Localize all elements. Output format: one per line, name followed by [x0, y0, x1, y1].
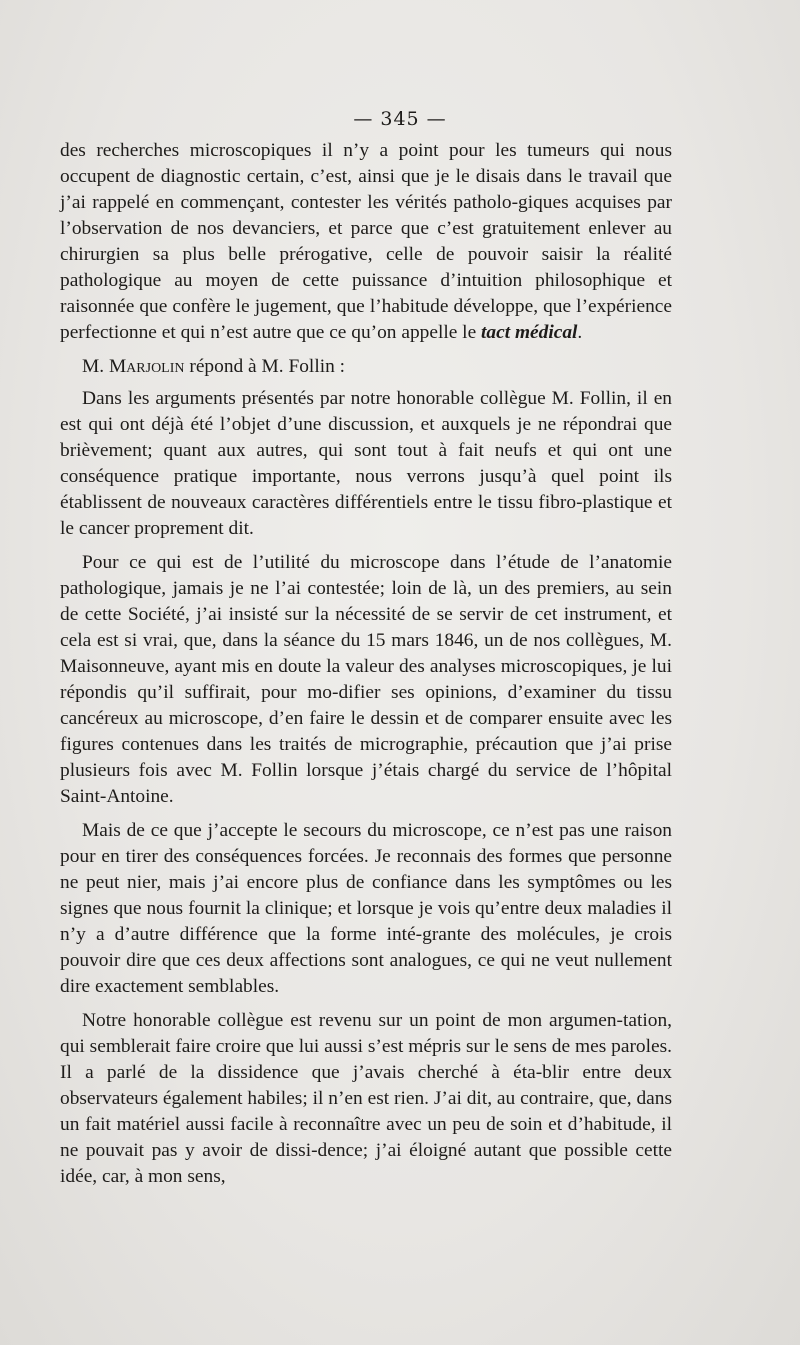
body-text [60, 138, 672, 1198]
paragraph-5: Notre honorable collègue est revenu sur un point de mon argumen-tation, qui semblerait faire croire que lui aussi s’est mépris sur le sens de mes paroles. Il a parlé de la dissidence que j’avais cherché à éta-blir entre deux observateurs également habiles; il n’en est rien. J’ai dit, au contraire, que, dans un fait matériel aussi facile à reconnaître avec un peu de soin et d’habitude, il ne pouvait pas y avoir de dissi-dence; j’ai éloigné autant que possible cette idée, car, à mon sens, [60, 1010, 672, 1187]
paragraph-1-text: des recherches microscopiques il n’y a point pour les tumeurs qui nous occupent de diagnostic certain, c’est, ainsi que je le disais dans le travail que j’ai rappelé en commençant, contester les vérités patholo-giques acquises par l’observation de nos devanciers, et parce que c’est gratuitement enlever au chirurgien sa plus belle prérogative, celle de pouvoir saisir la réalité pathologique au moyen de cette puissance d’intuition philosophique et raisonnée que confère le jugement, que l’habitude développe, que l’expérience perfectionne et qui n’est autre que ce qu’on appelle le [60, 140, 672, 343]
paragraph-1-end: . [577, 322, 583, 343]
paragraph-2: Dans les arguments présentés par notre honorable collègue M. Follin, il en est qui ont déjà été l’objet d’une discussion, et auxquels je ne répondrai que brièvement; quant aux autres, qui sont tout à fait neufs et qui ont une conséquence pratique importante, nous verrons jusqu’à quel point ils établissent de nouveaux caractères différentiels entre le tissu fibro-plastique et le cancer proprement dit. [60, 388, 672, 539]
paragraph-3: Pour ce qui est de l’utilité du microscope dans l’étude de l’anatomie pathologique, jamais je ne l’ai contestée; loin de là, un des premiers, au sein de cette Société, j’ai insisté sur la nécessité de se servir de cet instrument, et cela est si vrai, que, dans la séance du 15 mars 1846, un de nos collègues, M. Maisonneuve, ayant mis en doute la valeur des analyses microscopiques, je lui répondis qu’il suffirait, pour mo-difier ses opinions, d’examiner du tissu cancéreux au microscope, d’en faire le dessin et de comparer ensuite avec les figures contenues dans les traités de micrographie, précaution que j’ai prise plusieurs fois avec M. Follin lorsque j’étais chargé du service de l’hôpital Saint-Antoine. [60, 552, 672, 807]
paragraph-1 [60, 138, 672, 346]
speaker-rest: répond à M. Follin : [184, 356, 346, 377]
speaker-line [60, 354, 672, 380]
page-number: — 345 — [353, 108, 447, 130]
paragraph-4: Mais de ce que j’accepte le secours du microscope, ce n’est pas une raison pour en tirer des conséquences forcées. Je reconnais des formes que personne ne peut nier, mais j’ai encore plus de confiance dans les symptômes ou les signes que nous fournit la clinique; et lorsque je vois qu’entre deux maladies il n’y a d’autre différence que la forme inté-grante des molécules, je crois pouvoir dire que ces deux affections sont analogues, ce qui ne veut nullement dire exactement semblables. [60, 820, 672, 997]
speaker-name: Marjolin [108, 356, 185, 377]
speaker-title: M. [82, 356, 109, 377]
tact-medical-emphasis: tact médical [481, 322, 578, 343]
